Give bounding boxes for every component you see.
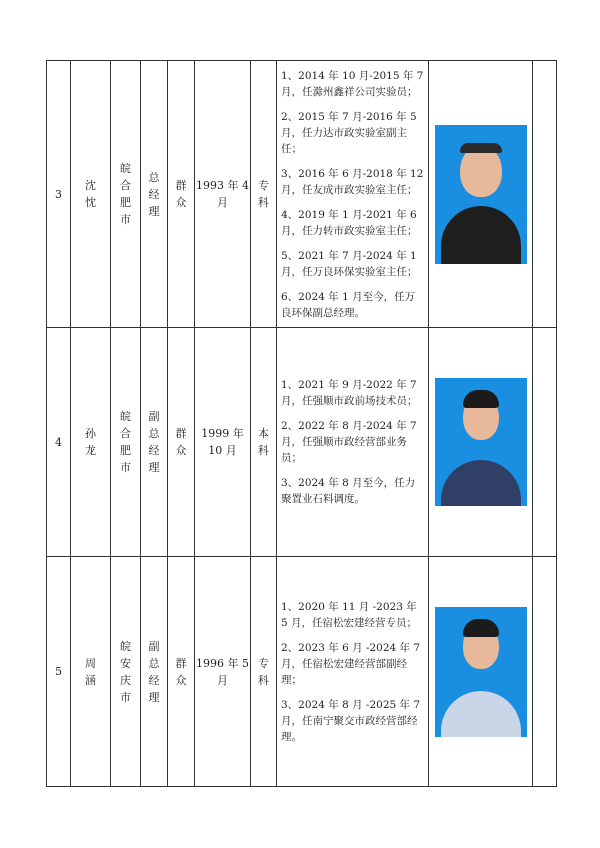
empty-cell	[533, 61, 557, 328]
origin-cell: 皖 安 庆 市	[111, 557, 141, 787]
portrait-photo	[435, 125, 527, 264]
table-row	[47, 328, 557, 557]
row-number: 5	[47, 557, 71, 787]
position-cell: 副 总 经 理	[141, 328, 168, 557]
photo-cell	[429, 61, 533, 328]
portrait-photo	[435, 378, 527, 506]
education-cell: 专 科	[251, 61, 277, 328]
empty-cell	[533, 557, 557, 787]
origin-cell: 皖 合 肥 市	[111, 328, 141, 557]
row-number: 4	[47, 328, 71, 557]
politics-cell: 群 众	[168, 61, 195, 328]
person-name: 沈 忱	[71, 61, 111, 328]
education-cell: 专 科	[251, 557, 277, 787]
politics-cell: 群 众	[168, 557, 195, 787]
person-name: 周 涵	[71, 557, 111, 787]
table-row	[47, 61, 557, 328]
experience-cell: 1、2014 年 10 月-2015 年 7 月，任滁州鑫祥公司实验员； 2、2015 年 7 月-2016 年 5 月，任力达市政实验室副主任； 3、2016 年 6 月-2018 年 12 月，任友成市政实验室主任； 4、2019 年 1 月-2021 年 6 月，任力转市政实验室主任； 5、2021 年 7 月-2024 年 1 月，任万良环保实验室主任； 6、2024 年 1 月至今，任万良环保副总经理。	[277, 61, 429, 328]
experience-cell: 1、2020 年 11 月 -2023 年 5 月，任宿松宏建经营专员； 2、2023 年 6 月 -2024 年 7 月，任宿松宏建经营部副经理； 3、2024 年 8 月 -2025 年 7 月，任南宁聚交市政经营部经理。	[277, 557, 429, 787]
birth-cell: 1999 年 10 月	[195, 328, 251, 557]
position-cell: 副 总 经 理	[141, 557, 168, 787]
education-cell: 本 科	[251, 328, 277, 557]
table-row	[47, 557, 557, 787]
politics-cell: 群 众	[168, 328, 195, 557]
portrait-photo	[435, 607, 527, 737]
position-cell: 总 经 理	[141, 61, 168, 328]
empty-cell	[533, 328, 557, 557]
person-name: 孙 龙	[71, 328, 111, 557]
personnel-table	[46, 60, 557, 787]
row-number: 3	[47, 61, 71, 328]
photo-cell	[429, 557, 533, 787]
experience-cell: 1、2021 年 9 月-2022 年 7 月，任强顺市政前场技术员； 2、2022 年 8 月-2024 年 7 月，任强顺市政经营部业务员； 3、2024 年 8 月至今，任力聚置业石料调度。	[277, 328, 429, 557]
photo-cell	[429, 328, 533, 557]
origin-cell: 皖 合 肥 市	[111, 61, 141, 328]
birth-cell: 1996 年 5 月	[195, 557, 251, 787]
birth-cell: 1993 年 4 月	[195, 61, 251, 328]
